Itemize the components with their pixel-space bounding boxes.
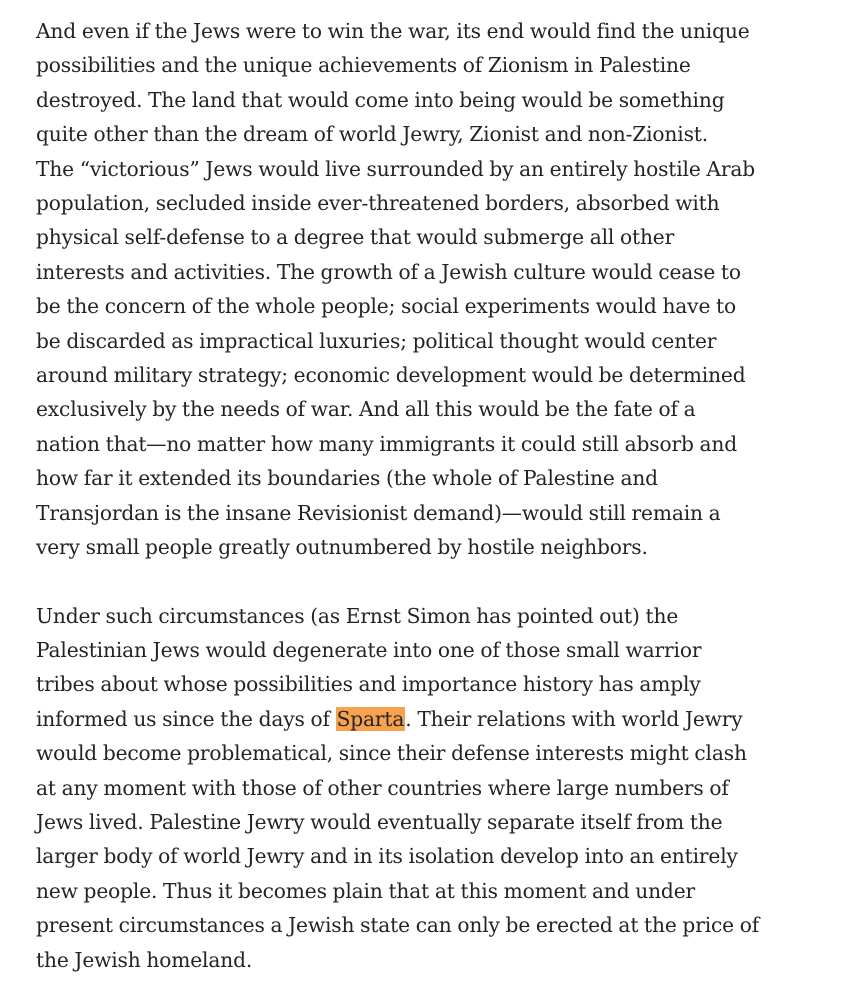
text-line: larger body of world Jewry and in its isolation develop into an entirely (36, 844, 738, 869)
article-body (36, 14, 826, 977)
paragraph-2 (36, 599, 826, 977)
text-line: Jews lived. Palestine Jewry would eventually separate itself from the (36, 809, 723, 834)
text-line: be the concern of the whole people; social experiments would have to (36, 294, 736, 319)
text-line: would become problematical, since their defense interests might clash (36, 741, 747, 766)
paragraph-1 (36, 14, 826, 565)
text-line: new people. Thus it becomes plain that at this moment and under (36, 878, 696, 903)
highlighted-word[interactable]: Sparta (336, 706, 405, 731)
text-line: at any moment with those of other countries where large numbers of (36, 775, 729, 800)
text-line: present circumstances a Jewish state can only be erected at the price of (36, 913, 760, 938)
text-line: Transjordan is the insane Revisionist demand)—would still remain a (36, 500, 721, 525)
text-line: around military strategy; economic development would be determined (36, 363, 746, 388)
text-line: And even if the Jews were to win the war, its end would find the unique (36, 19, 750, 43)
text-fragment: . Their relations with world Jewry (405, 706, 743, 731)
text-line: Palestinian Jews would degenerate into one of those small warrior (36, 637, 702, 662)
text-line: destroyed. The land that would come into being would be something (36, 87, 725, 112)
text-line: interests and activities. The growth of a Jewish culture would cease to (36, 259, 741, 284)
text-fragment: informed us since the days of (36, 706, 336, 731)
text-line: how far it extended its boundaries (the whole of Palestine and (36, 466, 658, 491)
text-line: The “victorious” Jews would live surrounded by an entirely hostile Arab (36, 156, 756, 181)
text-line: tribes about whose possibilities and importance history has amply (36, 672, 701, 697)
text-line: nation that—no matter how many immigrants it could still absorb and (36, 431, 738, 456)
text-line: Under such circumstances (as Ernst Simon has pointed out) the (36, 603, 679, 628)
text-line: physical self-defense to a degree that would submerge all other (36, 225, 675, 250)
text-line: quite other than the dream of world Jewry, Zionist and non-Zionist. (36, 122, 709, 147)
text-line: very small people greatly outnumbered by hostile neighbors. (36, 535, 648, 560)
text-line-with-highlight (36, 702, 826, 736)
text-line: population, secluded inside ever-threatened borders, absorbed with (36, 191, 720, 216)
text-line: the Jewish homeland. (36, 947, 253, 972)
text-line: be discarded as impractical luxuries; political thought would center (36, 328, 717, 353)
text-line: possibilities and the unique achievements of Zionism in Palestine (36, 53, 691, 78)
text-line: exclusively by the needs of war. And all this would be the fate of a (36, 397, 696, 422)
